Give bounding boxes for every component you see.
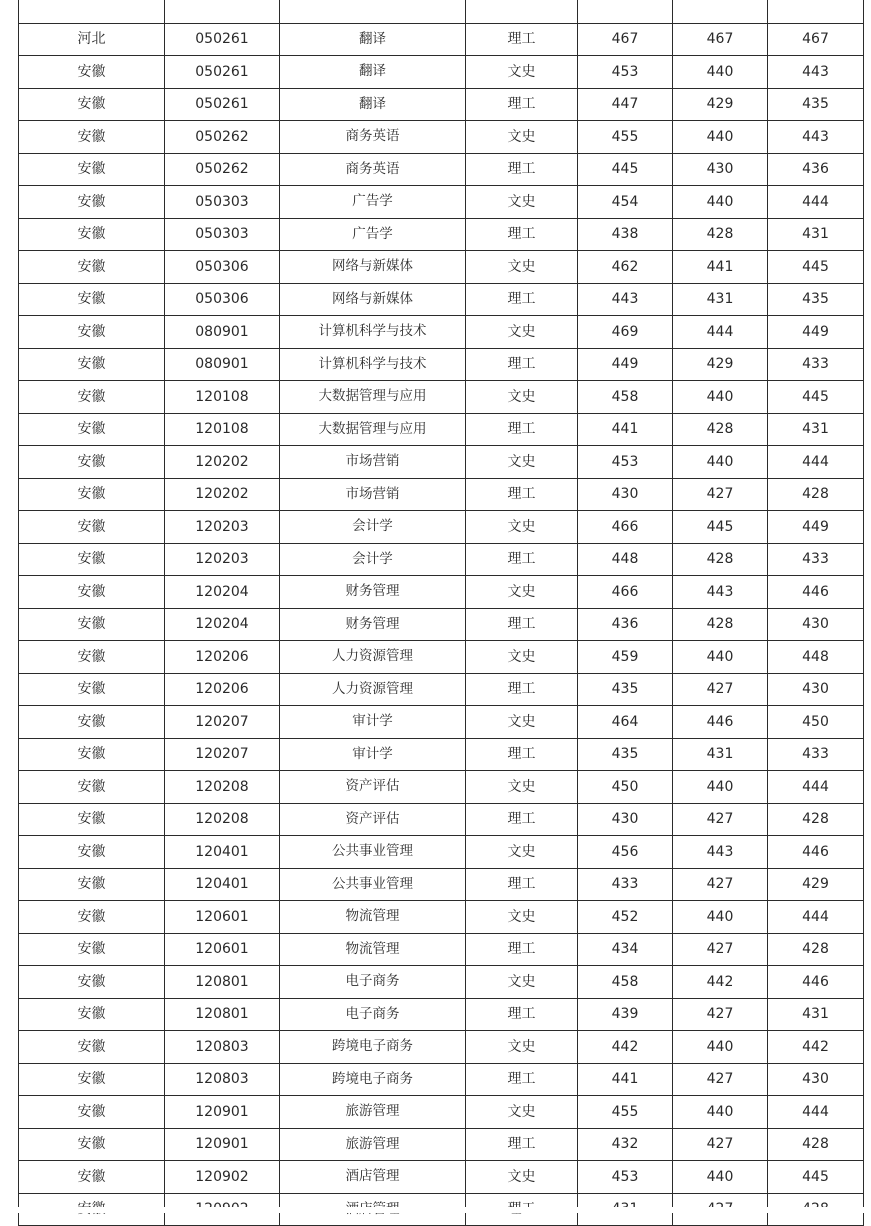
- table-row: [19, 1031, 864, 1064]
- average-score-cell: 429: [768, 868, 864, 901]
- province-cell: 安徽: [19, 56, 165, 89]
- highest-score-cell: 442: [578, 1031, 673, 1064]
- table-row: [19, 251, 864, 284]
- major-code-cell: 120108: [165, 381, 280, 414]
- major-code-cell: 120204: [165, 608, 280, 641]
- category-cell: 文史: [466, 511, 578, 544]
- major-code-cell: 050262: [165, 153, 280, 186]
- category-cell: 理工: [466, 348, 578, 381]
- highest-score-cell: 458: [578, 966, 673, 999]
- highest-score-cell: 430: [578, 478, 673, 511]
- province-cell: 安徽: [19, 446, 165, 479]
- table-row: [19, 316, 864, 349]
- category-cell: 文史: [466, 446, 578, 479]
- category-cell: 理工: [466, 1063, 578, 1096]
- major-name-cell: 跨境电子商务: [280, 1063, 466, 1096]
- major-name-cell: 财务管理: [280, 576, 466, 609]
- category-cell: 理工: [466, 153, 578, 186]
- table-row: [19, 803, 864, 836]
- major-name-cell: 跨境电子商务: [280, 1031, 466, 1064]
- highest-score-cell: 462: [578, 251, 673, 284]
- major-code-cell: 120206: [165, 673, 280, 706]
- average-score-cell: 431: [768, 998, 864, 1031]
- table-row: [19, 1096, 864, 1129]
- average-score-cell: 467: [768, 23, 864, 56]
- province-cell: 安徽: [19, 641, 165, 674]
- major-code-cell: 120601: [165, 933, 280, 966]
- major-code-cell: 120901: [165, 1096, 280, 1129]
- lowest-score-cell: 441: [673, 251, 768, 284]
- major-code-cell: 120801: [165, 998, 280, 1031]
- lowest-score-cell: 428: [673, 543, 768, 576]
- average-score-cell: 433: [768, 348, 864, 381]
- average-score-cell: 450: [768, 706, 864, 739]
- category-cell: 理工: [466, 608, 578, 641]
- major-code-cell: 120601: [165, 901, 280, 934]
- category-cell: 文史: [466, 251, 578, 284]
- table-row: [19, 1128, 864, 1161]
- table-row: [19, 446, 864, 479]
- highest-score-cell: 466: [578, 576, 673, 609]
- lowest-score-cell: 428: [673, 413, 768, 446]
- highest-score-cell: 469: [578, 316, 673, 349]
- major-name-cell: 翻译: [280, 23, 466, 56]
- highest-score-cell: 464: [578, 706, 673, 739]
- average-score-cell: 446: [768, 576, 864, 609]
- major-code-cell: 120207: [165, 738, 280, 771]
- table-row: [19, 1161, 864, 1194]
- highest-score-cell: 449: [578, 348, 673, 381]
- highest-score-cell: 467: [578, 23, 673, 56]
- province-cell: 安徽: [19, 836, 165, 869]
- major-code-cell: 120401: [165, 868, 280, 901]
- major-code-cell: 050261: [165, 56, 280, 89]
- major-name-cell: 大数据管理与应用: [280, 381, 466, 414]
- lowest-score-cell: 444: [673, 316, 768, 349]
- province-cell: 安徽: [19, 576, 165, 609]
- lowest-score-cell: 440: [673, 56, 768, 89]
- province-cell: [19, 0, 165, 23]
- category-cell: 理工: [466, 738, 578, 771]
- table-row: [19, 1063, 864, 1096]
- major-name-cell: 人力资源管理: [280, 641, 466, 674]
- lowest-score-cell: 427: [673, 998, 768, 1031]
- lowest-score-cell: 440: [673, 1096, 768, 1129]
- highest-score-cell: 443: [578, 283, 673, 316]
- lowest-score-cell: 440: [673, 641, 768, 674]
- average-score-cell: 449: [768, 511, 864, 544]
- major-name-cell: 计算机科学与技术: [280, 348, 466, 381]
- province-cell: 安徽: [19, 88, 165, 121]
- highest-score-cell: 466: [578, 511, 673, 544]
- table-row: [19, 933, 864, 966]
- category-cell: 理工: [466, 998, 578, 1031]
- average-score-cell: 445: [768, 381, 864, 414]
- major-name-cell: 审计学: [280, 738, 466, 771]
- province-cell: 安徽: [19, 283, 165, 316]
- major-code-cell: 120202: [165, 446, 280, 479]
- average-score-cell: 430: [768, 608, 864, 641]
- category-cell: 文史: [466, 966, 578, 999]
- average-score-cell: 446: [768, 966, 864, 999]
- lowest-score-cell: 440: [673, 771, 768, 804]
- major-code-cell: 120902: [165, 1161, 280, 1194]
- lowest-score-cell: 443: [673, 836, 768, 869]
- highest-score-cell: 454: [578, 186, 673, 219]
- lowest-score-cell: 427: [673, 868, 768, 901]
- province-cell: 安徽: [19, 413, 165, 446]
- province-cell: 安徽: [19, 186, 165, 219]
- province-cell: 安徽: [19, 543, 165, 576]
- lowest-score-cell: 429: [673, 88, 768, 121]
- province-cell: 安徽: [19, 706, 165, 739]
- category-cell: 理工: [466, 543, 578, 576]
- province-cell: 安徽: [19, 1063, 165, 1096]
- highest-score-cell: 445: [578, 153, 673, 186]
- province-cell: 安徽: [19, 1031, 165, 1064]
- highest-score-cell: 439: [578, 998, 673, 1031]
- category-cell: [466, 0, 578, 23]
- highest-score-cell: 452: [578, 901, 673, 934]
- major-code-cell: 120901: [165, 1128, 280, 1161]
- lowest-score-cell: 445: [673, 511, 768, 544]
- table-row: [19, 543, 864, 576]
- major-name-cell: 资产评估: [280, 771, 466, 804]
- table-row: [19, 88, 864, 121]
- lowest-score-cell: 427: [673, 933, 768, 966]
- province-cell: 安徽: [19, 218, 165, 251]
- province-cell: 安徽: [19, 381, 165, 414]
- major-name-cell: [280, 0, 466, 23]
- province-cell: 安徽: [19, 348, 165, 381]
- province-cell: 安徽: [19, 998, 165, 1031]
- category-cell: 理工: [466, 413, 578, 446]
- lowest-score-cell: 440: [673, 1031, 768, 1064]
- lowest-score-cell: 440: [673, 1161, 768, 1194]
- major-code-cell: 120208: [165, 803, 280, 836]
- table-row: [19, 0, 864, 23]
- highest-score-cell: 435: [578, 738, 673, 771]
- major-name-cell: 财务管理: [280, 608, 466, 641]
- lowest-score-cell: 427: [673, 673, 768, 706]
- highest-score-cell: 433: [578, 868, 673, 901]
- highest-score-cell: 448: [578, 543, 673, 576]
- category-cell: 文史: [466, 706, 578, 739]
- category-cell: 文史: [466, 771, 578, 804]
- table-row: [19, 673, 864, 706]
- table-row: [19, 706, 864, 739]
- average-score-cell: 433: [768, 543, 864, 576]
- highest-score-cell: 453: [578, 446, 673, 479]
- lowest-score-cell: 440: [673, 901, 768, 934]
- major-name-cell: 公共事业管理: [280, 868, 466, 901]
- category-cell: 理工: [466, 803, 578, 836]
- major-code-cell: [165, 0, 280, 23]
- major-code-cell: 050306: [165, 283, 280, 316]
- lowest-score-cell: 446: [673, 706, 768, 739]
- major-name-cell: 电子商务: [280, 998, 466, 1031]
- province-cell: 安徽: [19, 771, 165, 804]
- table-row: [19, 186, 864, 219]
- table-row: [19, 348, 864, 381]
- major-code-cell: 050262: [165, 121, 280, 154]
- major-name-cell: 旅游管理: [280, 1096, 466, 1129]
- highest-score-cell: 453: [578, 56, 673, 89]
- average-score-cell: 435: [768, 88, 864, 121]
- major-code-cell: 120206: [165, 641, 280, 674]
- major-code-cell: 120803: [165, 1063, 280, 1096]
- table-row: [19, 966, 864, 999]
- category-cell: 文史: [466, 316, 578, 349]
- average-score-cell: 428: [768, 933, 864, 966]
- major-name-cell: 酒店管理: [280, 1161, 466, 1194]
- table-row: [19, 511, 864, 544]
- category-cell: 理工: [466, 673, 578, 706]
- major-name-cell: 广告学: [280, 186, 466, 219]
- major-name-cell: 会计学: [280, 511, 466, 544]
- lowest-score-cell: 467: [673, 23, 768, 56]
- major-name-cell: 物流管理: [280, 933, 466, 966]
- table-row: [19, 381, 864, 414]
- average-score-cell: 430: [768, 1063, 864, 1096]
- table-row: [19, 608, 864, 641]
- table-row: [19, 771, 864, 804]
- highest-score-cell: [578, 0, 673, 23]
- table-row: [19, 836, 864, 869]
- average-score-cell: 431: [768, 218, 864, 251]
- lowest-score-cell: 440: [673, 381, 768, 414]
- major-name-cell: 市场营销: [280, 446, 466, 479]
- major-code-cell: 050303: [165, 186, 280, 219]
- admission-score-table: [18, 0, 864, 1226]
- lowest-score-cell: 440: [673, 186, 768, 219]
- major-name-cell: 商务英语: [280, 153, 466, 186]
- major-code-cell: 120401: [165, 836, 280, 869]
- major-code-cell: 050261: [165, 23, 280, 56]
- highest-score-cell: 436: [578, 608, 673, 641]
- major-code-cell: 120204: [165, 576, 280, 609]
- lowest-score-cell: [673, 0, 768, 23]
- major-name-cell: 资产评估: [280, 803, 466, 836]
- major-name-cell: 商务英语: [280, 121, 466, 154]
- major-code-cell: 120202: [165, 478, 280, 511]
- major-name-cell: 公共事业管理: [280, 836, 466, 869]
- major-code-cell: 120208: [165, 771, 280, 804]
- province-cell: 安徽: [19, 1161, 165, 1194]
- province-cell: 河北: [19, 23, 165, 56]
- major-name-cell: 旅游管理: [280, 1128, 466, 1161]
- lowest-score-cell: 427: [673, 478, 768, 511]
- major-code-cell: 120203: [165, 543, 280, 576]
- lowest-score-cell: 427: [673, 1128, 768, 1161]
- average-score-cell: 443: [768, 56, 864, 89]
- average-score-cell: 449: [768, 316, 864, 349]
- table-row: [19, 413, 864, 446]
- major-name-cell: 网络与新媒体: [280, 283, 466, 316]
- highest-score-cell: 441: [578, 1063, 673, 1096]
- category-cell: 文史: [466, 381, 578, 414]
- lowest-score-cell: 440: [673, 446, 768, 479]
- major-name-cell: 物流管理: [280, 901, 466, 934]
- average-score-cell: 445: [768, 251, 864, 284]
- major-code-cell: 080901: [165, 316, 280, 349]
- category-cell: 文史: [466, 836, 578, 869]
- category-cell: 理工: [466, 88, 578, 121]
- average-score-cell: 433: [768, 738, 864, 771]
- category-cell: 理工: [466, 283, 578, 316]
- lowest-score-cell: 443: [673, 576, 768, 609]
- average-score-cell: 444: [768, 771, 864, 804]
- table-row: [19, 283, 864, 316]
- major-code-cell: 120203: [165, 511, 280, 544]
- province-cell: 安徽: [19, 901, 165, 934]
- lowest-score-cell: 427: [673, 803, 768, 836]
- table-body: [19, 0, 864, 1226]
- highest-score-cell: 430: [578, 803, 673, 836]
- table-row: [19, 153, 864, 186]
- table-row: [19, 998, 864, 1031]
- province-cell: 安徽: [19, 608, 165, 641]
- average-score-cell: 428: [768, 478, 864, 511]
- province-cell: 安徽: [19, 251, 165, 284]
- lowest-score-cell: 440: [673, 121, 768, 154]
- lowest-score-cell: 431: [673, 283, 768, 316]
- category-cell: 文史: [466, 56, 578, 89]
- province-cell: 安徽: [19, 316, 165, 349]
- province-cell: 安徽: [19, 673, 165, 706]
- category-cell: 文史: [466, 901, 578, 934]
- table-row: [19, 901, 864, 934]
- highest-score-cell: 450: [578, 771, 673, 804]
- highest-score-cell: 434: [578, 933, 673, 966]
- major-name-cell: 网络与新媒体: [280, 251, 466, 284]
- lowest-score-cell: 428: [673, 608, 768, 641]
- province-cell: 安徽: [19, 478, 165, 511]
- province-cell: 安徽: [19, 933, 165, 966]
- highest-score-cell: 456: [578, 836, 673, 869]
- average-score-cell: 444: [768, 1096, 864, 1129]
- category-cell: 理工: [466, 933, 578, 966]
- average-score-cell: [768, 0, 864, 23]
- major-code-cell: 120108: [165, 413, 280, 446]
- category-cell: 文史: [466, 1096, 578, 1129]
- major-name-cell: 大数据管理与应用: [280, 413, 466, 446]
- average-score-cell: 436: [768, 153, 864, 186]
- province-cell: 安徽: [19, 511, 165, 544]
- average-score-cell: 448: [768, 641, 864, 674]
- major-name-cell: 翻译: [280, 88, 466, 121]
- average-score-cell: 446: [768, 836, 864, 869]
- province-cell: 安徽: [19, 153, 165, 186]
- average-score-cell: 444: [768, 186, 864, 219]
- province-cell: 安徽: [19, 121, 165, 154]
- lowest-score-cell: 427: [673, 1063, 768, 1096]
- category-cell: 文史: [466, 576, 578, 609]
- province-cell: 安徽: [19, 803, 165, 836]
- major-code-cell: 120801: [165, 966, 280, 999]
- lowest-score-cell: 429: [673, 348, 768, 381]
- category-cell: 文史: [466, 121, 578, 154]
- category-cell: 理工: [466, 478, 578, 511]
- province-cell: 安徽: [19, 1128, 165, 1161]
- page-bottom-margin: [0, 1207, 871, 1213]
- table-row: [19, 478, 864, 511]
- average-score-cell: 443: [768, 121, 864, 154]
- table-row: [19, 738, 864, 771]
- province-cell: 安徽: [19, 966, 165, 999]
- category-cell: 文史: [466, 1031, 578, 1064]
- province-cell: 安徽: [19, 738, 165, 771]
- major-code-cell: 080901: [165, 348, 280, 381]
- average-score-cell: 428: [768, 803, 864, 836]
- table-row: [19, 23, 864, 56]
- average-score-cell: 430: [768, 673, 864, 706]
- major-name-cell: 广告学: [280, 218, 466, 251]
- category-cell: 理工: [466, 868, 578, 901]
- province-cell: 安徽: [19, 868, 165, 901]
- average-score-cell: 431: [768, 413, 864, 446]
- highest-score-cell: 432: [578, 1128, 673, 1161]
- lowest-score-cell: 442: [673, 966, 768, 999]
- highest-score-cell: 453: [578, 1161, 673, 1194]
- category-cell: 文史: [466, 1161, 578, 1194]
- average-score-cell: 428: [768, 1128, 864, 1161]
- category-cell: 理工: [466, 23, 578, 56]
- highest-score-cell: 447: [578, 88, 673, 121]
- average-score-cell: 442: [768, 1031, 864, 1064]
- highest-score-cell: 438: [578, 218, 673, 251]
- major-code-cell: 120803: [165, 1031, 280, 1064]
- category-cell: 文史: [466, 186, 578, 219]
- major-name-cell: 人力资源管理: [280, 673, 466, 706]
- major-code-cell: 120207: [165, 706, 280, 739]
- average-score-cell: 445: [768, 1161, 864, 1194]
- major-code-cell: 050303: [165, 218, 280, 251]
- lowest-score-cell: 428: [673, 218, 768, 251]
- average-score-cell: 444: [768, 901, 864, 934]
- table-row: [19, 576, 864, 609]
- table-row: [19, 56, 864, 89]
- major-name-cell: 翻译: [280, 56, 466, 89]
- category-cell: 理工: [466, 218, 578, 251]
- category-cell: 文史: [466, 641, 578, 674]
- table-row: [19, 218, 864, 251]
- major-name-cell: 计算机科学与技术: [280, 316, 466, 349]
- major-name-cell: 电子商务: [280, 966, 466, 999]
- average-score-cell: 444: [768, 446, 864, 479]
- highest-score-cell: 441: [578, 413, 673, 446]
- major-code-cell: 050306: [165, 251, 280, 284]
- major-code-cell: 050261: [165, 88, 280, 121]
- major-name-cell: 市场营销: [280, 478, 466, 511]
- average-score-cell: 435: [768, 283, 864, 316]
- major-name-cell: 审计学: [280, 706, 466, 739]
- province-cell: 安徽: [19, 1096, 165, 1129]
- major-name-cell: 会计学: [280, 543, 466, 576]
- highest-score-cell: 458: [578, 381, 673, 414]
- lowest-score-cell: 431: [673, 738, 768, 771]
- category-cell: 理工: [466, 1128, 578, 1161]
- highest-score-cell: 435: [578, 673, 673, 706]
- table-row: [19, 121, 864, 154]
- lowest-score-cell: 430: [673, 153, 768, 186]
- table-row: [19, 641, 864, 674]
- highest-score-cell: 459: [578, 641, 673, 674]
- highest-score-cell: 455: [578, 121, 673, 154]
- table-row: [19, 868, 864, 901]
- highest-score-cell: 455: [578, 1096, 673, 1129]
